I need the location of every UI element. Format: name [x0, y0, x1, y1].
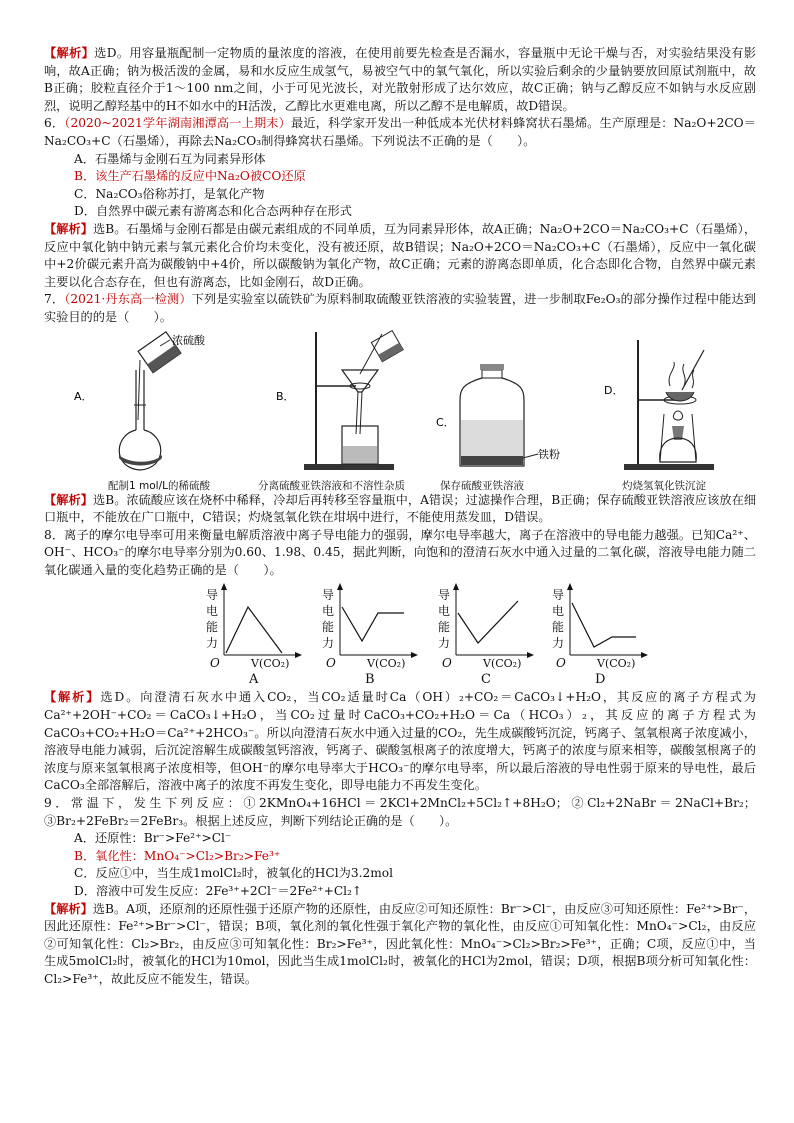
- analysis-text: 选B。浓硫酸应该在烧杯中稀释，冷却后再转移至容量瓶中，A错误；过滤操作合理，B正确；保存硫酸亚铁溶液应该放在细口瓶中，不能放在广口瓶中，C错误；灼烧氢氧化铁在坩埚中进行，不能使用蒸发皿，D错误。: [44, 492, 757, 525]
- origin-label: O: [556, 656, 566, 671]
- y-label-char: 能: [322, 620, 335, 635]
- graph-set: [44, 583, 756, 685]
- figure-d-label: D．: [604, 383, 624, 397]
- y-label-char: 力: [322, 636, 335, 651]
- analysis-q8: [44, 689, 756, 795]
- y-label-char: 导: [206, 588, 219, 603]
- caption-b: 分离硫酸亚铁溶液和不溶性杂质: [258, 479, 405, 492]
- apparatus-figures: [44, 330, 756, 490]
- question-number: 8．: [44, 527, 65, 542]
- y-label-char: 力: [206, 636, 219, 651]
- origin-label: O: [442, 656, 452, 671]
- option-c: C．反应①中，当生成1molCl₂时，被氧化的HCl为3.2mol: [74, 866, 394, 881]
- y-label-char: 能: [552, 620, 565, 635]
- analysis-text: 选D。用容量瓶配制一定物质的量浓度的溶液，在使用前要先检查是否漏水，容量瓶中无论干燥与否，对实验结果没有影响，故A正确；钠为极活泼的金属，易和水反应生成氢气，易被空气中的氧气氧化，所以实验后剩余的少量钠要放回原试剂瓶中，故B正确；胶粒直径介于1～100 nm之间，小于可见光波长，对光散射形成了达尔效应，故C正确；钠与乙醇反应不如钠与水反应剧烈，说明乙醇羟基中的H不如水中的H活泼，乙醇比水更难电离，所以乙醇不是电解质，故D错误。: [44, 46, 757, 113]
- graph-letter: D: [595, 672, 606, 686]
- analysis-tag: 【解析】: [44, 221, 94, 236]
- question-8-stem: [44, 527, 756, 580]
- y-label-char: 能: [438, 620, 451, 635]
- conductivity-graphs: [44, 583, 756, 685]
- graph-b: [322, 583, 418, 685]
- y-label-char: 电: [552, 604, 565, 619]
- x-axis-label: V(CO₂): [597, 657, 636, 671]
- heating-figure: [604, 330, 724, 472]
- y-label-char: 力: [438, 636, 451, 651]
- graph-c: [438, 583, 534, 685]
- analysis-text: 选D。向澄清石灰水中通入CO₂，当CO₂适量时Ca（OH）₂+CO₂＝CaCO₃↓+H₂O，其反应的离子方程式为Ca²⁺+2OH⁻+CO₂＝CaCO₃↓+H₂O，当CO₂过量时CaCO₃+CO₂+H₂O＝Ca（HCO₃）₂，其反应的离子方程式为CaCO₃+CO₂+H₂O＝Ca²⁺+2HCO₃⁻。所以向澄清石灰水中通入过量的CO₂，先生成碳酸钙沉淀，钙离子、氢氧根离子浓度减小，溶液导电能力减弱，后沉淀溶解生成碳酸氢钙溶液，钙离子、碳酸氢根离子的浓度增大，钙离子的浓度与原来相等，碳酸氢根离子的浓度与原来氢氧根离子浓度相等，但OH⁻的摩尔电导率大于HCO₃⁻的摩尔电导率，所以最后溶液的导电性弱于原来的导电性，最后CaCO₃全部溶解后，溶液中离子的浓度不再发生变化，即导电能力不再发生变化。: [44, 690, 756, 793]
- analysis-tag: 【解析】: [44, 901, 93, 916]
- analysis-q6: [44, 221, 756, 291]
- origin-label: O: [210, 656, 220, 671]
- y-label-char: 导: [552, 588, 565, 603]
- x-axis-label: V(CO₂): [251, 657, 290, 671]
- caption-d: 灼烧氢氧化铁沉淀: [622, 479, 706, 492]
- caption-c: 保存硫酸亚铁溶液: [440, 479, 524, 492]
- question-text: 最近，科学家开发出一种低成本光伏材料蜂窝状石墨烯。生产原理是：Na₂O+2CO＝Na₂CO₃+C（石墨烯），再除去Na₂CO₃制得蜂窝状石墨烯。下列说法不正确的是（ ）。: [44, 116, 756, 148]
- analysis-q5: [44, 45, 756, 115]
- graph-d: [552, 583, 648, 685]
- graph-letter: C: [481, 672, 491, 686]
- y-label-char: 电: [438, 604, 451, 619]
- analysis-tag: 【解析】: [44, 46, 95, 60]
- x-axis-label: V(CO₂): [367, 657, 406, 671]
- y-label-char: 导: [438, 588, 451, 603]
- y-label-char: 导: [322, 588, 335, 603]
- graph-letter: A: [249, 672, 259, 686]
- analysis-q9: [44, 901, 756, 989]
- question-number: 6．: [44, 116, 65, 131]
- y-label-char: 力: [552, 636, 565, 651]
- question-7-stem: [44, 291, 756, 326]
- analysis-tag: 【解析】: [44, 492, 93, 507]
- option-c: C．Na₂CO₃俗称苏打，是氧化产物: [74, 186, 265, 201]
- x-axis-label: V(CO₂): [483, 657, 522, 671]
- figure-a-label: A．: [74, 389, 93, 403]
- option-d: D．溶液中可发生反应：2Fe³⁺+2Cl⁻＝2Fe²⁺+Cl₂↑: [74, 884, 363, 898]
- question-number: 7．: [44, 292, 65, 307]
- y-label-char: 能: [206, 620, 219, 635]
- iron-powder-label: 铁粉: [538, 447, 560, 461]
- y-label-char: 电: [206, 604, 219, 619]
- filtration-figure: [276, 330, 406, 472]
- question-text: 常温下，发生下列反应：①2KMnO₄+16HCl＝2KCl+2MnCl₂+5Cl₂↑+8H₂O；②Cl₂+2NaBr＝2NaCl+Br₂；③Br₂+2FeBr₂＝2FeBr₃。根据上述反应，判断下列结论正确的是（ ）。: [44, 796, 756, 828]
- caption-a: 配制1 mol/L的稀硫酸: [108, 479, 210, 492]
- question-text: 下列是实验室以硫铁矿为原料制取硫酸亚铁溶液的实验装置，进一步制取Fe₂O₃的部分操作过程中能达到实验目的的是（ ）。: [44, 292, 756, 324]
- question-6-stem: [44, 115, 756, 150]
- graph-a: [206, 583, 302, 685]
- figure-b-label: B．: [276, 389, 295, 403]
- storage-bottle-figure: [434, 330, 574, 472]
- question-source: （2021·丹东高一检测）: [64, 292, 192, 307]
- figure-c-label: C．: [436, 415, 455, 429]
- question-text: 离子的摩尔电导率可用来衡量电解质溶液中离子导电能力的强弱，摩尔电导率越大，离子在溶液中的导电能力越强。已知Ca²⁺、OH⁻、HCO₃⁻的摩尔电导率分别为0.60、1.98、0.45，据此判断，向饱和的澄清石灰水中通入过量的二氧化碳，溶液导电能力随二氧化碳通入量的变化趋势正确的是（ ）。: [44, 527, 756, 577]
- conc-acid-label: 浓硫酸: [172, 333, 205, 347]
- analysis-q7: [44, 492, 756, 527]
- volumetric-flask-figure: [74, 330, 214, 472]
- option-a: A．石墨烯与金刚石互为同素异形体: [74, 151, 266, 166]
- analysis-tag: 【解析】: [44, 690, 101, 705]
- analysis-text: 选B。A项，还原剂的还原性强于还原产物的还原性，由反应②可知还原性：Br⁻>Cl⁻，由反应③可知还原性：Fe²⁺>Br⁻，因此还原性：Fe²⁺>Br⁻>Cl⁻，错误；B项，氧化剂的氧化性强于氧化产物的氧化性，由反应①可知氧化性：MnO₄⁻>Cl₂，由反应②可知氧化性：Cl₂>Br₂，由反应③可知氧化性：Br₂>Fe³⁺，因此氧化性：MnO₄⁻>Cl₂>Br₂>Fe³⁺，正确；C项，反应①中，当生成5molCl₂时，被氧化的HCl为10mol，因此当生成1molCl₂时，被氧化的HCl为2mol，错误；D项，根据B项分析可知氧化性：Cl₂>Fe³⁺，故此反应不能发生，错误。: [44, 901, 757, 986]
- option-b: B．氧化性：MnO₄⁻>Cl₂>Br₂>Fe³⁺: [74, 848, 281, 863]
- analysis-text: 选B。石墨烯与金刚石都是由碳元素组成的不同单质，互为同素异形体，故A正确；Na₂O+2CO＝Na₂CO₃+C（石墨烯），反应中氧化钠中钠元素与氧元素化合价均未变化，没有被还原，故B错误；Na₂O+2CO＝Na₂CO₃+C（石墨烯），反应中一氧化碳中+2价碳元素升高为碳酸钠中+4价，所以碳酸钠为氧化产物，故C正确；元素的游离态即单质，化合态即化合物，自然界中碳元素主要以化合态存在，但也有游离态，比如金刚石，故D正确。: [44, 221, 756, 289]
- document-page: [44, 45, 756, 989]
- option-b: B．该生产石墨烯的反应中Na₂O被CO还原: [74, 169, 306, 184]
- graph-letter: B: [365, 672, 375, 686]
- question-9-stem: [44, 795, 756, 830]
- question-source: （2020~2021学年湖南湘潭高一上期末）: [64, 116, 291, 131]
- option-a: A．还原性：Br⁻>Fe²⁺>Cl⁻: [74, 831, 232, 846]
- origin-label: O: [326, 656, 336, 671]
- option-d: D．自然界中碳元素有游离态和化合态两种存在形式: [74, 204, 352, 219]
- y-label-char: 电: [322, 604, 335, 619]
- question-number: 9．: [44, 796, 71, 811]
